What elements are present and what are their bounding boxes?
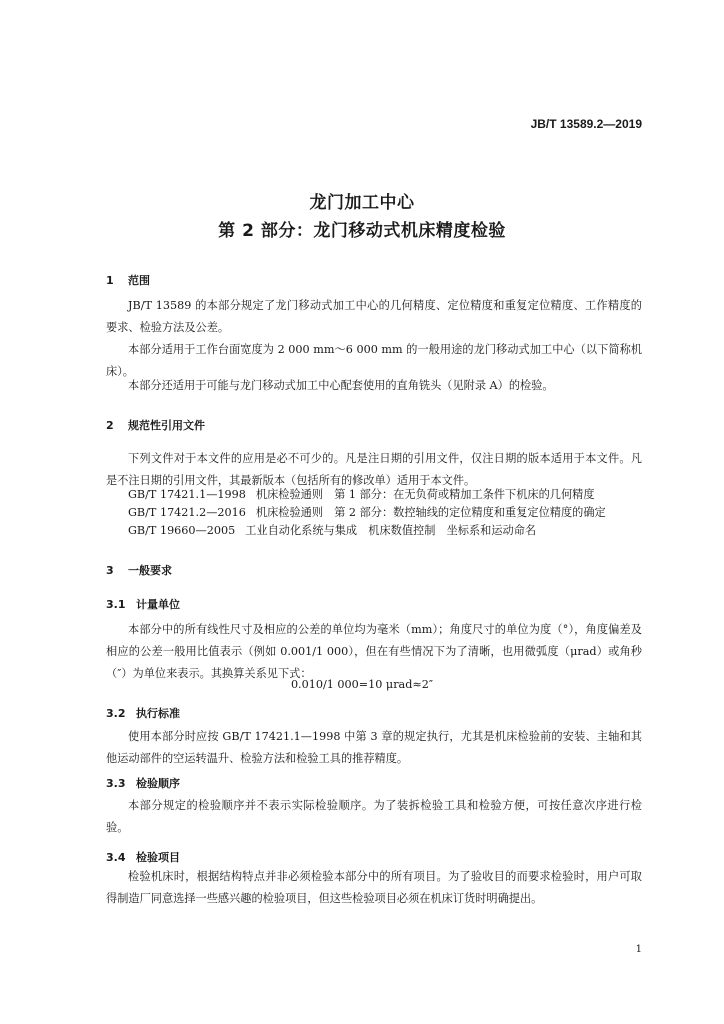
reference-title: 机床检验通则 第 1 部分：在无负荷或精加工条件下机床的几何精度 <box>255 488 595 501</box>
paragraph: 本部分中的所有线性尺寸及相应的公差的单位均为毫米（mm）；角度尺寸的单位为度（°），角度偏差及相应的公差一般用比值表示（例如 0.001/1 000），但在有些情况下为了清晰，也用微弧度（μrad）或角秒（″）为单位来表示。其换算关系见下式： <box>106 623 642 680</box>
subsection-number: 3.4 <box>106 851 126 864</box>
subsection-heading-3-4 <box>106 849 180 865</box>
subsection-number: 3.3 <box>106 777 126 790</box>
document-title: 龙门加工中心 <box>309 193 415 213</box>
subsection-heading-3-3 <box>106 775 180 791</box>
reference-title: 工业自动化系统与集成 机床数值控制 坐标系和运动命名 <box>245 524 537 537</box>
section-title: 一般要求 <box>128 564 172 577</box>
section-heading-1 <box>106 272 150 288</box>
paragraph: JB/T 13589 的本部分规定了龙门移动式加工中心的几何精度、定位精度和重复定位精度、工作精度的要求、检验方法及公差。 <box>106 299 642 334</box>
page-number: 1 <box>635 944 642 955</box>
document-subtitle: 第 2 部分：龙门移动式机床精度检验 <box>218 221 506 241</box>
conversion-formula: 0.010/1 000=10 μrad≈2″ <box>290 678 434 691</box>
standard-id: JB/T 13589.2—2019 <box>530 117 642 131</box>
reference-item <box>128 520 546 542</box>
section-number: 2 <box>106 419 114 432</box>
section-title: 规范性引用文件 <box>128 419 205 432</box>
subsection-number: 3.2 <box>106 707 126 720</box>
section-heading-2 <box>106 417 205 433</box>
section-title: 范围 <box>128 274 150 287</box>
paragraph: 检验机床时，根据结构特点并非必须检验本部分中的所有项目。为了验收目的而要求检验时，用户可取得制造厂同意选择一些感兴趣的检验项目，但这些检验项目必须在机床订货时明确提出。 <box>106 870 642 905</box>
paragraph: 下列文件对于本文件的应用是必不可少的。凡是注日期的引用文件，仅注日期的版本适用于本文件。凡是不注日期的引用文件，其最新版本（包括所有的修改单）适用于本文件。 <box>106 452 642 487</box>
paragraph: 本部分适用于工作台面宽度为 2 000 mm～6 000 mm 的一般用途的龙门移动式加工中心（以下简称机床）。 <box>106 343 642 378</box>
section-heading-3 <box>106 562 172 578</box>
reference-title: 机床检验通则 第 2 部分：数控轴线的定位精度和重复定位精度的确定 <box>255 506 606 519</box>
subsection-heading-3-2 <box>106 705 180 721</box>
paragraph: 使用本部分时应按 GB/T 17421.1—1998 中第 3 章的规定执行，尤其是机床检验前的安装、主轴和其他运动部件的空运转温升、检验方法和检验工具的推荐精度。 <box>106 730 642 765</box>
reference-code: GB/T 17421.2—2016 <box>128 506 246 519</box>
section-number: 1 <box>106 274 114 287</box>
subsection-title: 检验顺序 <box>136 777 180 790</box>
subsection-title: 检验项目 <box>136 851 180 864</box>
subsection-title: 执行标准 <box>136 707 180 720</box>
subsection-title: 计量单位 <box>136 598 180 611</box>
subsection-heading-3-1 <box>106 596 180 612</box>
section-number: 3 <box>106 564 114 577</box>
subsection-number: 3.1 <box>106 598 126 611</box>
paragraph: 本部分还适用于可能与龙门移动式加工中心配套使用的直角铣头（见附录 A）的检验。 <box>128 379 554 392</box>
reference-code: GB/T 17421.1—1998 <box>128 488 246 501</box>
reference-code: GB/T 19660—2005 <box>128 524 236 537</box>
paragraph: 本部分规定的检验顺序并不表示实际检验顺序。为了装拆检验工具和检验方便，可按任意次序进行检验。 <box>106 799 642 834</box>
